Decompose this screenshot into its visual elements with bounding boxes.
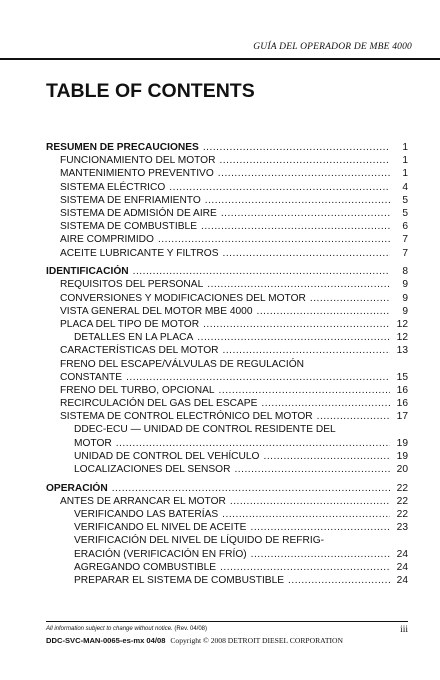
toc-entry[interactable] bbox=[46, 278, 408, 291]
dot-leader bbox=[219, 154, 390, 167]
dot-leader bbox=[158, 233, 390, 246]
dot-leader bbox=[288, 574, 390, 587]
toc-entry-label: AGREGANDO COMBUSTIBLE bbox=[74, 561, 217, 573]
toc-entry[interactable] bbox=[46, 397, 408, 410]
toc-entry-label: AIRE COMPRIMIDO bbox=[60, 234, 154, 246]
toc-entry-page: 9 bbox=[402, 305, 408, 317]
toc-entry[interactable] bbox=[46, 358, 408, 371]
toc-entry[interactable] bbox=[46, 437, 408, 450]
toc-entry-page: 5 bbox=[402, 207, 408, 219]
toc-entry-label: ANTES DE ARRANCAR EL MOTOR bbox=[60, 495, 226, 507]
toc-entry[interactable] bbox=[46, 561, 408, 574]
dot-leader bbox=[222, 508, 390, 521]
toc-entry-page: 16 bbox=[396, 398, 408, 410]
toc-entry[interactable] bbox=[46, 508, 408, 521]
toc-entry[interactable] bbox=[46, 521, 408, 534]
toc-entry[interactable] bbox=[46, 495, 408, 508]
dot-leader bbox=[263, 450, 390, 463]
toc-entry-label: VERIFICACIÓN DEL NIVEL DE LÍQUIDO DE REFRIG- bbox=[74, 535, 325, 547]
dot-leader bbox=[218, 167, 390, 180]
toc-entry[interactable] bbox=[46, 233, 408, 246]
toc-entry[interactable] bbox=[46, 331, 408, 344]
dot-leader bbox=[223, 344, 391, 357]
toc-entry[interactable] bbox=[46, 318, 408, 331]
toc-entry[interactable] bbox=[46, 181, 408, 194]
doc-code: DDC-SVC-MAN-0065-es-mx 04/08 bbox=[46, 636, 166, 645]
toc-entry-page: 23 bbox=[396, 522, 408, 534]
toc-entry-label: CONVERSIONES Y MODIFICACIONES DEL MOTOR bbox=[60, 292, 306, 304]
dot-leader bbox=[112, 482, 390, 495]
toc-entry[interactable] bbox=[46, 292, 408, 305]
dot-leader bbox=[234, 463, 390, 476]
toc-entry[interactable] bbox=[46, 463, 408, 476]
dot-leader bbox=[230, 495, 390, 508]
toc-entry-label: IDENTIFICACIÓN bbox=[46, 266, 129, 278]
toc-entry-label: ACEITE LUBRICANTE Y FILTROS bbox=[60, 247, 219, 259]
dot-leader bbox=[203, 141, 390, 154]
toc-entry-label: MANTENIMIENTO PREVENTIVO bbox=[60, 168, 214, 180]
toc-entry[interactable] bbox=[46, 247, 408, 260]
toc-entry-label: FRENO DEL TURBO, OPCIONAL bbox=[60, 384, 215, 396]
dot-leader bbox=[116, 437, 390, 450]
dot-leader bbox=[219, 384, 390, 397]
toc-entry-page: 5 bbox=[402, 194, 408, 206]
dot-leader bbox=[223, 247, 390, 260]
toc-entry-page: 1 bbox=[402, 142, 408, 153]
toc-entry-page: 24 bbox=[396, 575, 408, 586]
toc-entry-page: 24 bbox=[396, 561, 408, 573]
toc-entry-label: LOCALIZACIONES DEL SENSOR bbox=[74, 464, 231, 475]
toc-entry-label: OPERACIÓN bbox=[46, 482, 108, 494]
dot-leader bbox=[201, 220, 390, 233]
dot-leader bbox=[251, 548, 390, 561]
toc-section[interactable] bbox=[46, 141, 408, 154]
toc-entry[interactable] bbox=[46, 220, 408, 233]
footer-doc-line bbox=[46, 636, 343, 645]
page-title: TABLE OF CONTENTS bbox=[46, 80, 255, 102]
dot-leader bbox=[310, 292, 390, 305]
dot-leader bbox=[133, 265, 390, 278]
toc-entry[interactable] bbox=[46, 384, 408, 397]
dot-leader bbox=[221, 207, 390, 220]
toc-entry[interactable] bbox=[46, 371, 408, 384]
toc-entry-page: 20 bbox=[396, 464, 408, 475]
dot-leader bbox=[203, 318, 390, 331]
toc-entry-label: SISTEMA DE ADMISIÓN DE AIRE bbox=[60, 207, 217, 219]
toc-entry[interactable] bbox=[46, 450, 408, 463]
dot-leader bbox=[205, 194, 390, 207]
toc-entry[interactable] bbox=[46, 410, 408, 423]
toc-entry-label: VERIFICANDO EL NIVEL DE ACEITE bbox=[74, 522, 247, 534]
toc-entry-page: 8 bbox=[402, 266, 408, 278]
dot-leader bbox=[220, 561, 390, 574]
toc-entry-label: PLACA DEL TIPO DE MOTOR bbox=[60, 318, 200, 330]
toc-entry-page: 19 bbox=[396, 450, 408, 462]
table-of-contents bbox=[46, 141, 408, 587]
toc-entry[interactable] bbox=[46, 534, 408, 547]
toc-entry-page: 9 bbox=[402, 292, 408, 304]
dot-leader bbox=[197, 331, 390, 344]
toc-entry-label: DETALLES EN LA PLACA bbox=[74, 332, 194, 344]
toc-entry-label: VISTA GENERAL DEL MOTOR MBE 4000 bbox=[60, 305, 253, 317]
toc-entry-page: 12 bbox=[396, 318, 408, 330]
toc-entry-label: SISTEMA DE ENFRIAMIENTO bbox=[60, 194, 201, 206]
toc-entry[interactable] bbox=[46, 344, 408, 357]
toc-entry[interactable] bbox=[46, 423, 408, 436]
toc-entry[interactable] bbox=[46, 305, 408, 318]
toc-entry[interactable] bbox=[46, 574, 408, 587]
toc-entry-label: PREPARAR EL SISTEMA DE COMBUSTIBLE bbox=[74, 575, 285, 586]
dot-leader bbox=[207, 278, 390, 291]
dot-leader bbox=[250, 521, 390, 534]
dot-leader bbox=[257, 305, 391, 318]
toc-entry-label: DDEC-ECU — UNIDAD DE CONTROL RESIDENTE DEL bbox=[74, 424, 336, 436]
toc-entry-label: MOTOR bbox=[74, 437, 112, 449]
toc-section[interactable] bbox=[46, 265, 408, 278]
toc-entry-label: UNIDAD DE CONTROL DEL VEHÍCULO bbox=[74, 450, 260, 462]
toc-entry-page: 22 bbox=[396, 495, 408, 507]
toc-entry-label: CARACTERÍSTICAS DEL MOTOR bbox=[60, 345, 219, 357]
toc-entry-page: 16 bbox=[396, 384, 408, 396]
toc-entry-label: VERIFICANDO LAS BATERÍAS bbox=[74, 509, 219, 521]
toc-entry[interactable] bbox=[46, 154, 408, 167]
toc-entry[interactable] bbox=[46, 207, 408, 220]
toc-entry-page: 7 bbox=[402, 247, 408, 259]
toc-entry-page: 6 bbox=[402, 221, 408, 233]
toc-entry-page: 1 bbox=[402, 155, 408, 167]
header-rule bbox=[0, 58, 440, 60]
toc-entry-label: CONSTANTE bbox=[60, 371, 123, 383]
toc-entry-page: 4 bbox=[402, 181, 408, 193]
toc-entry-page: 22 bbox=[396, 482, 408, 494]
toc-entry-label: SISTEMA DE COMBUSTIBLE bbox=[60, 221, 197, 233]
toc-entry-label: RECIRCULACIÓN DEL GAS DEL ESCAPE bbox=[60, 398, 258, 410]
toc-entry-page: 7 bbox=[402, 234, 408, 246]
toc-entry-page: 15 bbox=[396, 371, 408, 383]
running-header: GUÍA DEL OPERADOR DE MBE 4000 bbox=[253, 42, 412, 52]
dot-leader bbox=[261, 397, 390, 410]
toc-section[interactable] bbox=[46, 482, 408, 495]
dot-leader bbox=[126, 371, 390, 384]
page-number: iii bbox=[400, 625, 408, 635]
toc-entry[interactable] bbox=[46, 167, 408, 180]
toc-entry-page: 9 bbox=[402, 279, 408, 291]
toc-entry-label: SISTEMA DE CONTROL ELECTRÓNICO DEL MOTOR bbox=[60, 411, 313, 423]
toc-entry-page: 1 bbox=[402, 168, 408, 180]
toc-entry-page: 13 bbox=[396, 345, 408, 357]
revision-note: (Rev. 04/08) bbox=[174, 626, 207, 632]
toc-entry-page: 17 bbox=[396, 411, 408, 423]
toc-entry-page: 19 bbox=[396, 437, 408, 449]
toc-entry-page: 12 bbox=[396, 332, 408, 344]
toc-entry-label: FUNCIONAMIENTO DEL MOTOR bbox=[60, 155, 216, 167]
toc-entry-page: 24 bbox=[396, 548, 408, 560]
dot-leader bbox=[317, 410, 390, 423]
toc-entry-label: RESUMEN DE PRECAUCIONES bbox=[46, 142, 199, 153]
copyright: Copyright © 2008 DETROIT DIESEL CORPORATION bbox=[170, 636, 343, 645]
footer-notice bbox=[46, 626, 207, 632]
toc-entry-label: ERACIÓN (VERIFICACIÓN EN FRÍO) bbox=[74, 548, 247, 560]
toc-entry[interactable] bbox=[46, 194, 408, 207]
footer-rule bbox=[46, 621, 408, 622]
toc-entry-label: REQUISITOS DEL PERSONAL bbox=[60, 279, 204, 291]
toc-entry-label: FRENO DEL ESCAPE/VÁLVULAS DE REGULACIÓN bbox=[60, 358, 305, 370]
dot-leader bbox=[169, 181, 390, 194]
toc-entry-label: SISTEMA ELÉCTRICO bbox=[60, 181, 166, 193]
toc-entry[interactable] bbox=[46, 548, 408, 561]
toc-entry-page: 22 bbox=[396, 509, 408, 521]
change-notice: All information subject to change without notice. bbox=[46, 626, 173, 632]
